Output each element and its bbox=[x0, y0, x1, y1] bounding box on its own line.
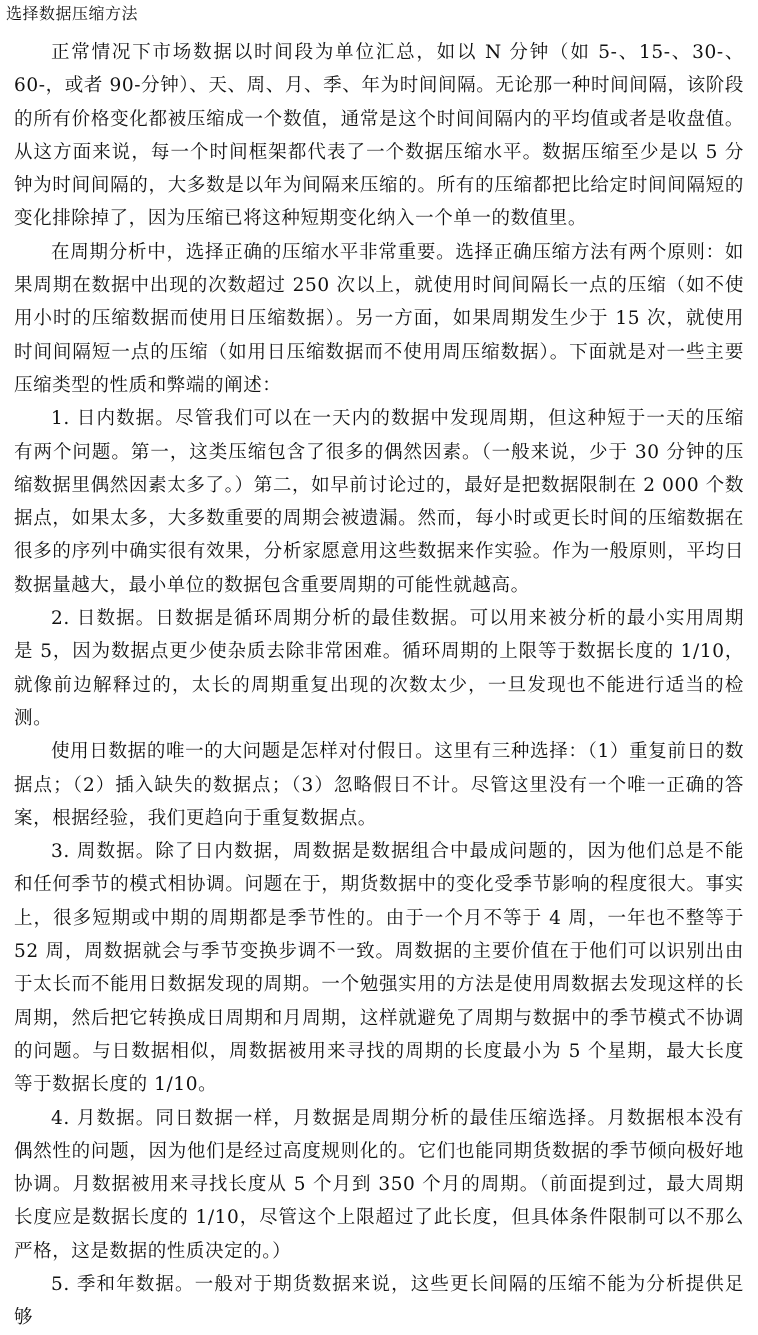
paragraph-weekly: 3. 周数据。除了日内数据，周数据是数据组合中最成问题的，因为他们总是不能和任何季节的模式相协调。问题在于，期货数据中的变化受季节影响的程度很大。事实上，很多短期或中期的周期都是季节性的。由于一个月不等于 4 周，一年也不整等于 52 周，周数据就会与季节变换步调不一致。周数据的主要价值在于他们可以识别出由于太长而不能用日数据发现的周期。一个勉强实用的方法是使用周数据去发现这样的长周期，然后把它转换成日周期和月周期，这样就避免了周期与数据中的季节模式不协调的问题。与日数据相似，周数据被用来寻找的周期的长度最小为 5 个星期，最大长度等于数据长度的 1/10。 bbox=[14, 841, 744, 1096]
paragraph-quarterly-yearly: 5. 季和年数据。一般对于期货数据来说，这些更长间隔的压缩不能为分析提供足够 bbox=[14, 1273, 744, 1329]
paragraph-intraday: 1. 日内数据。尽管我们可以在一天内的数据中发现周期，但这种短于一天的压缩有两个问题。第一，这类压缩包含了很多的偶然因素。（一般来说，少于 30 分钟的压缩数据里偶然因素太多了。）第二，如早前讨论过的，最好是把数据限制在 2 000 个数据点，如果太多，大多数重要的周期会被遗漏。然而，每小时或更长时间的压缩数据在很多的序列中确实很有效果，分析家愿意用这些数据来作实验。作为一般原则，平均日数据量越大，最小单位的数据包含重要周期的可能性就越高。 bbox=[14, 408, 744, 596]
paragraph-holidays: 使用日数据的唯一的大问题是怎样对付假日。这里有三种选择：（1）重复前日的数据点；（2）插入缺失的数据点；（3）忽略假日不计。尽管这里没有一个唯一正确的答案，根据经验，我们更趋向于重复数据点。 bbox=[14, 741, 744, 829]
section-heading: 选择数据压缩方法 bbox=[6, 4, 139, 23]
paragraph-intro: 正常情况下市场数据以时间段为单位汇总，如以 N 分钟（如 5-、15-、30-、60-，或者 90-分钟）、天、周、月、季、年为时间间隔。无论那一种时间间隔，该阶段的所有价格变化都被压缩成一个数值，通常是这个时间间隔内的平均值或者是收盘值。从这方面来说，每一个时间框架都代表了一个数据压缩水平。数据压缩至少是以 5 分钟为时间间隔的，大多数是以年为间隔来压缩的。所有的压缩都把比给定时间间隔短的变化排除掉了，因为压缩已将这种短期变化纳入一个单一的数值里。 bbox=[14, 42, 744, 230]
paragraph-principles: 在周期分析中，选择正确的压缩水平非常重要。选择正确压缩方法有两个原则：如果周期在数据中出现的次数超过 250 次以上，就使用时间间隔长一点的压缩（如不使用小时的压缩数据而使用日压缩数据）。另一方面，如果周期发生少于 15 次，就使用时间间隔短一点的压缩（如用日压缩数据而不使用周压缩数据）。下面就是对一些主要压缩类型的性质和弊端的阐述： bbox=[14, 241, 744, 396]
paragraph-daily: 2. 日数据。日数据是循环周期分析的最佳数据。可以用来被分析的最小实用周期是 5，因为数据点更少使杂质去除非常困难。循环周期的上限等于数据长度的 1/10，就像前边解释过的，太长的周期重复出现的次数太少，一旦发现也不能进行适当的检测。 bbox=[14, 608, 744, 729]
paragraph-monthly: 4. 月数据。同日数据一样，月数据是周期分析的最佳压缩选择。月数据根本没有偶然性的问题，因为他们是经过高度规则化的。它们也能同期货数据的季节倾向极好地协调。月数据被用来寻找长度从 5 个月到 350 个月的周期。（前面提到过，最大周期长度应是数据长度的 1/10，尽管这个上限超过了此长度，但具体条件限制可以不那么严格，这是数据的性质决定的。） bbox=[14, 1107, 744, 1262]
